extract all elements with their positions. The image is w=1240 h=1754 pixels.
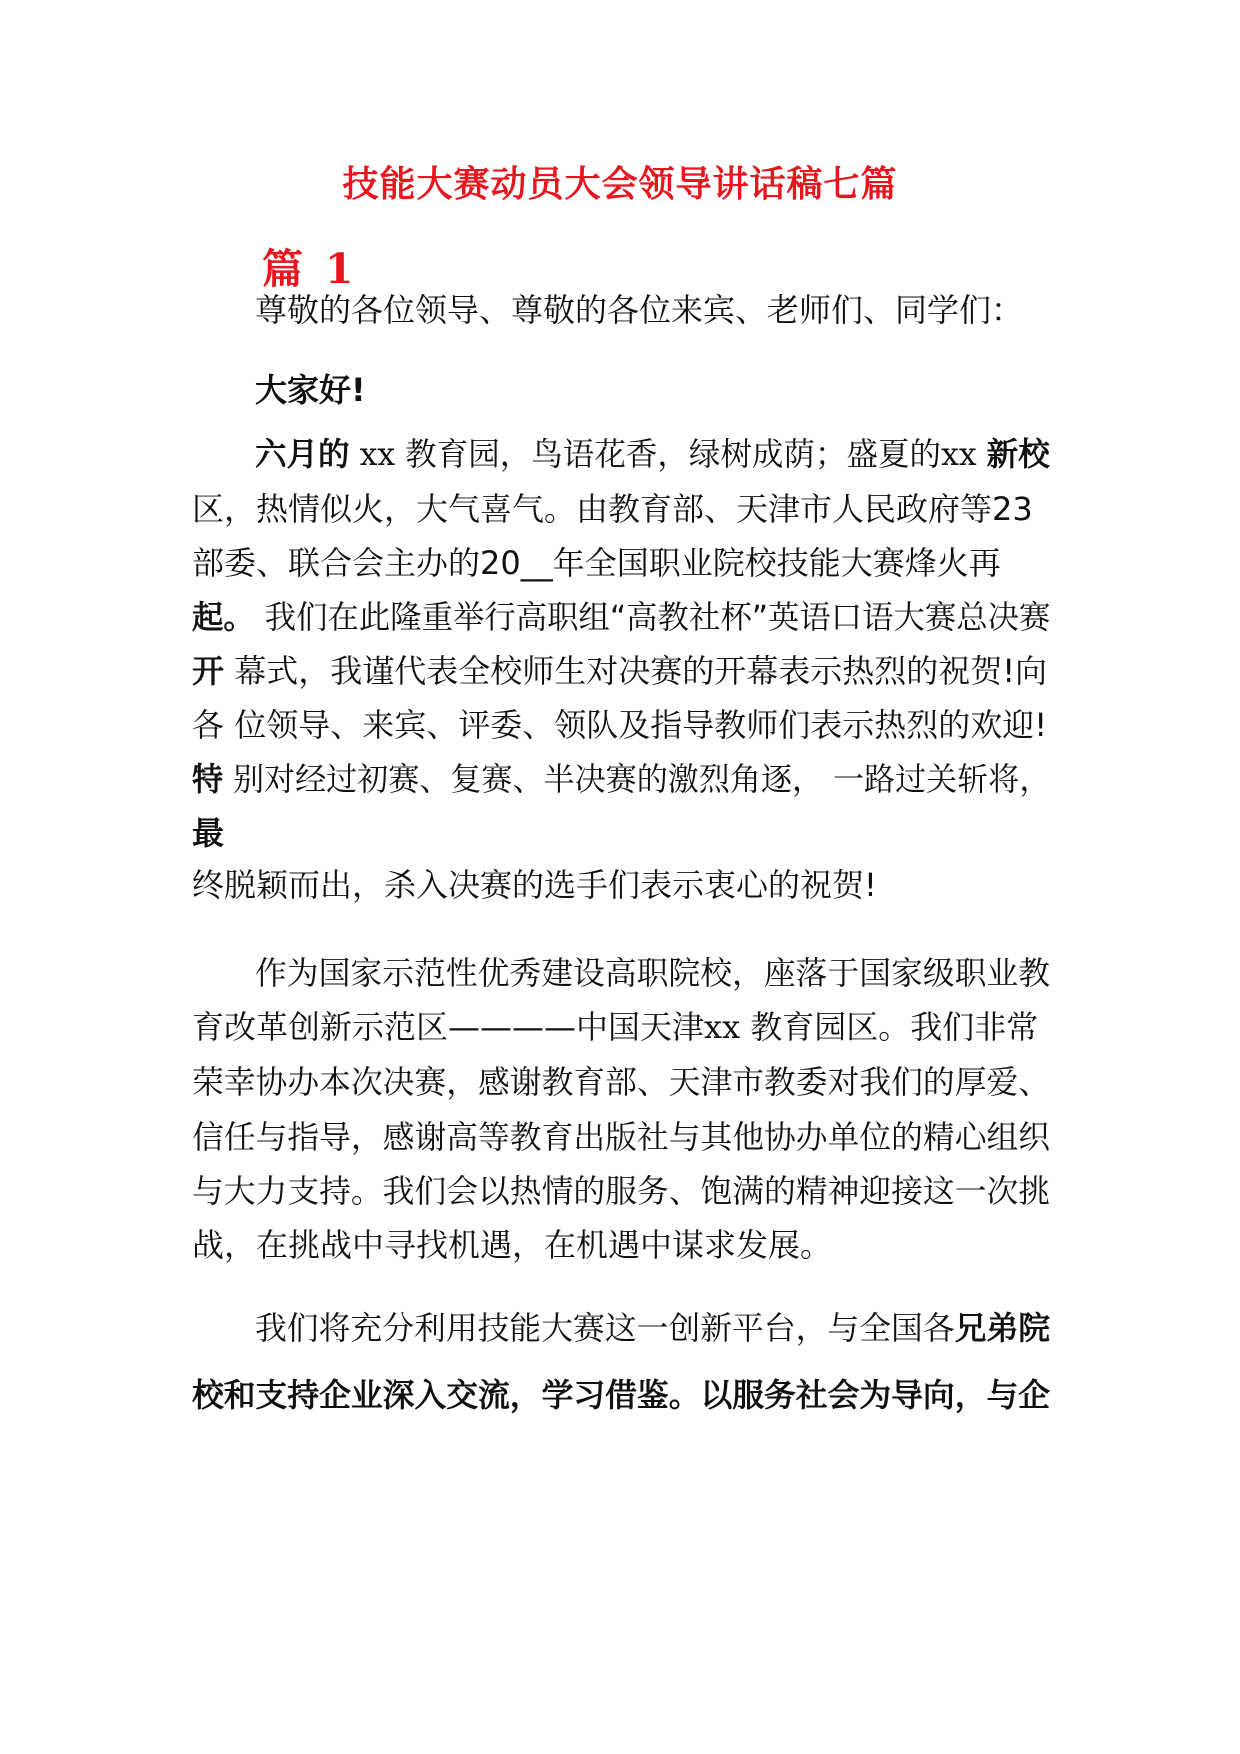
paragraph-3-line-1 (255, 1308, 1050, 1348)
paragraph-1-line-7 (192, 759, 1050, 799)
paragraph-3-line-2: 校和支持企业深入交流，学习借鉴。以服务社会为导向，与企 (192, 1376, 1051, 1414)
p1-l4-b: 我们在此隆重举行高职组“高教社杯”英语口语大赛总决赛 (264, 598, 1051, 636)
paragraph-1-line-5 (192, 651, 1047, 691)
greeting: 大家好! (255, 371, 366, 409)
p2-l2-xx: xx (704, 1008, 741, 1046)
paragraph-2-line-3: 荣幸协办本次决赛，感谢教育部、天津市教委对我们的厚爱、 (192, 1063, 1051, 1101)
paragraph-2-line-6: 战，在挑战中寻找机遇，在机遇中谋求发展。 (192, 1226, 833, 1264)
paragraph-1-line-1 (255, 434, 1050, 474)
p3-l1-b: 兄弟院 (954, 1309, 1051, 1347)
p1-l1-a: 六月的 (255, 435, 350, 473)
p3-l1-a: 我们将充分利用技能大赛这一创新平台，与全国各 (255, 1309, 955, 1347)
p1-l1-xx2: xx (941, 435, 977, 473)
p1-l6-b: 位领导、来宾、评委、领队及指导教师们表示热烈的欢迎! (234, 706, 1048, 744)
paragraph-1-line-6 (192, 705, 1047, 745)
p1-l1-b: 教育园，鸟语花香，绿树成荫；盛夏的 (405, 435, 942, 473)
paragraph-1-line-3: 部委、联合会主办的20__年全国职业院校技能大赛烽火再 (192, 544, 1001, 582)
p1-l7-b: 别对经过初赛、复赛、半决赛的激烈角逐， (232, 760, 824, 798)
paragraph-1-line-4 (192, 597, 1050, 637)
p1-l7-c: 一路过关斩将， (832, 760, 1051, 798)
section-heading (262, 236, 354, 295)
paragraph-1-line-9: 终脱颖而出，杀入决赛的选手们表示衷心的祝贺! (192, 866, 877, 904)
p2-l2-b: 教育园区。我们非常 (750, 1008, 1039, 1046)
paragraph-2-line-1: 作为国家示范性优秀建设高职院校，座落于国家级职业教 (255, 954, 1051, 992)
salutation: 尊敬的各位领导、尊敬的各位来宾、老师们、同学们： (255, 291, 1024, 329)
paragraph-2-line-4: 信任与指导，感谢高等教育出版社与其他协办单位的精心组织 (192, 1118, 1051, 1156)
section-label: 篇 (262, 245, 303, 293)
p1-l7-a: 特 (192, 760, 224, 798)
paragraph-1-line-8: 最 (192, 814, 225, 852)
document-title: 技能大赛动员大会领导讲话稿七篇 (342, 163, 898, 205)
p1-l1-xx: xx (359, 435, 396, 473)
paragraph-2-line-5: 与大力支持。我们会以热情的服务、饱满的精神迎接这一次挑 (192, 1172, 1051, 1210)
p2-l2-a: 育改革创新示范区————中国天津 (192, 1008, 705, 1046)
paragraph-2-line-2 (192, 1007, 1038, 1047)
p1-l5-b: 幕式，我谨代表全校师生对决赛的开幕表示热烈的祝贺!向 (234, 652, 1048, 690)
section-number: 1 (325, 245, 354, 293)
paragraph-1-line-2: 区，热情似火，大气喜气。由教育部、天津市人民政府等23 (192, 490, 1033, 528)
p1-l1-c: 新校 (986, 435, 1050, 473)
p1-l5-a: 开 (192, 652, 225, 690)
p1-l6-a: 各 (192, 706, 225, 744)
p1-l4-a: 起。 (192, 598, 255, 636)
